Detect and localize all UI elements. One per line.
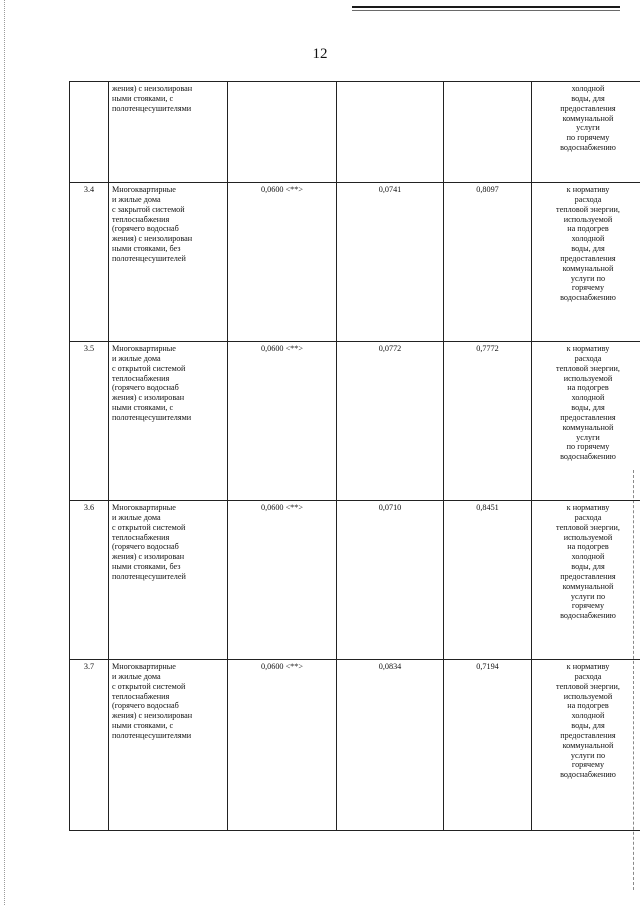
row-value-1: 0,0600 <**> <box>228 342 337 501</box>
row-description: Многоквартирные и жилые дома с открытой системой теплоснабжения (горячего водоснаб жения) с неизолирован ными стояками, с полотенцесушителями <box>109 660 228 831</box>
row-value-1 <box>228 82 337 183</box>
norms-table <box>69 81 640 831</box>
row-value-3 <box>444 82 532 183</box>
row-note: к нормативу расхода тепловой энергии, используемой на подогрев холодной воды, для предоставления коммунальной услуги по горячему водоснабжению <box>532 183 640 342</box>
row-note: холодной воды, для предоставления коммунальной услуги по горячему водоснабжению <box>532 82 640 183</box>
row-value-3: 0,8097 <box>444 183 532 342</box>
row-description: Многоквартирные и жилые дома с закрытой системой теплоснабжения (горячего водоснаб жения) с неизолирован ными стояками, без полотенцесушителей <box>109 183 228 342</box>
row-value-2: 0,0741 <box>337 183 444 342</box>
row-note: к нормативу расхода тепловой энергии, используемой на подогрев холодной воды, для предоставления коммунальной услуги по горячему водоснабжению <box>532 342 640 501</box>
row-number: 3.4 <box>70 183 109 342</box>
row-value-3: 0,7772 <box>444 342 532 501</box>
page-number: 12 <box>312 46 328 62</box>
row-number: 3.5 <box>70 342 109 501</box>
scan-left-edge <box>4 0 5 905</box>
row-value-2: 0,0710 <box>337 501 444 660</box>
row-value-1: 0,0600 <**> <box>228 501 337 660</box>
table-row <box>70 660 640 831</box>
row-value-1: 0,0600 <**> <box>228 183 337 342</box>
row-number <box>70 82 109 183</box>
row-number: 3.7 <box>70 660 109 831</box>
row-note: к нормативу расхода тепловой энергии, используемой на подогрев холодной воды, для предоставления коммунальной услуги по горячему водоснабжению <box>532 660 640 831</box>
table-row <box>70 183 640 342</box>
table-row <box>70 501 640 660</box>
row-value-1: 0,0600 <**> <box>228 660 337 831</box>
row-value-2 <box>337 82 444 183</box>
row-description: Многоквартирные и жилые дома с открытой системой теплоснабжения (горячего водоснаб жения) с изолирован ными стояками, с полотенцесушителями <box>109 342 228 501</box>
row-description: Многоквартирные и жилые дома с открытой системой теплоснабжения (горячего водоснаб жения) с изолирован ными стояками, без полотенцесушителей <box>109 501 228 660</box>
row-number: 3.6 <box>70 501 109 660</box>
table-row <box>70 82 640 183</box>
row-value-2: 0,0772 <box>337 342 444 501</box>
header-rule-thin <box>352 10 620 11</box>
row-description: жения) с неизолирован ными стояками, с полотенцесушителями <box>109 82 228 183</box>
row-value-3: 0,7194 <box>444 660 532 831</box>
row-value-2: 0,0834 <box>337 660 444 831</box>
row-note: к нормативу расхода тепловой энергии, используемой на подогрев холодной воды, для предоставления коммунальной услуги по горячему водоснабжению <box>532 501 640 660</box>
row-value-3: 0,8451 <box>444 501 532 660</box>
table-row <box>70 342 640 501</box>
header-rule <box>352 6 620 8</box>
